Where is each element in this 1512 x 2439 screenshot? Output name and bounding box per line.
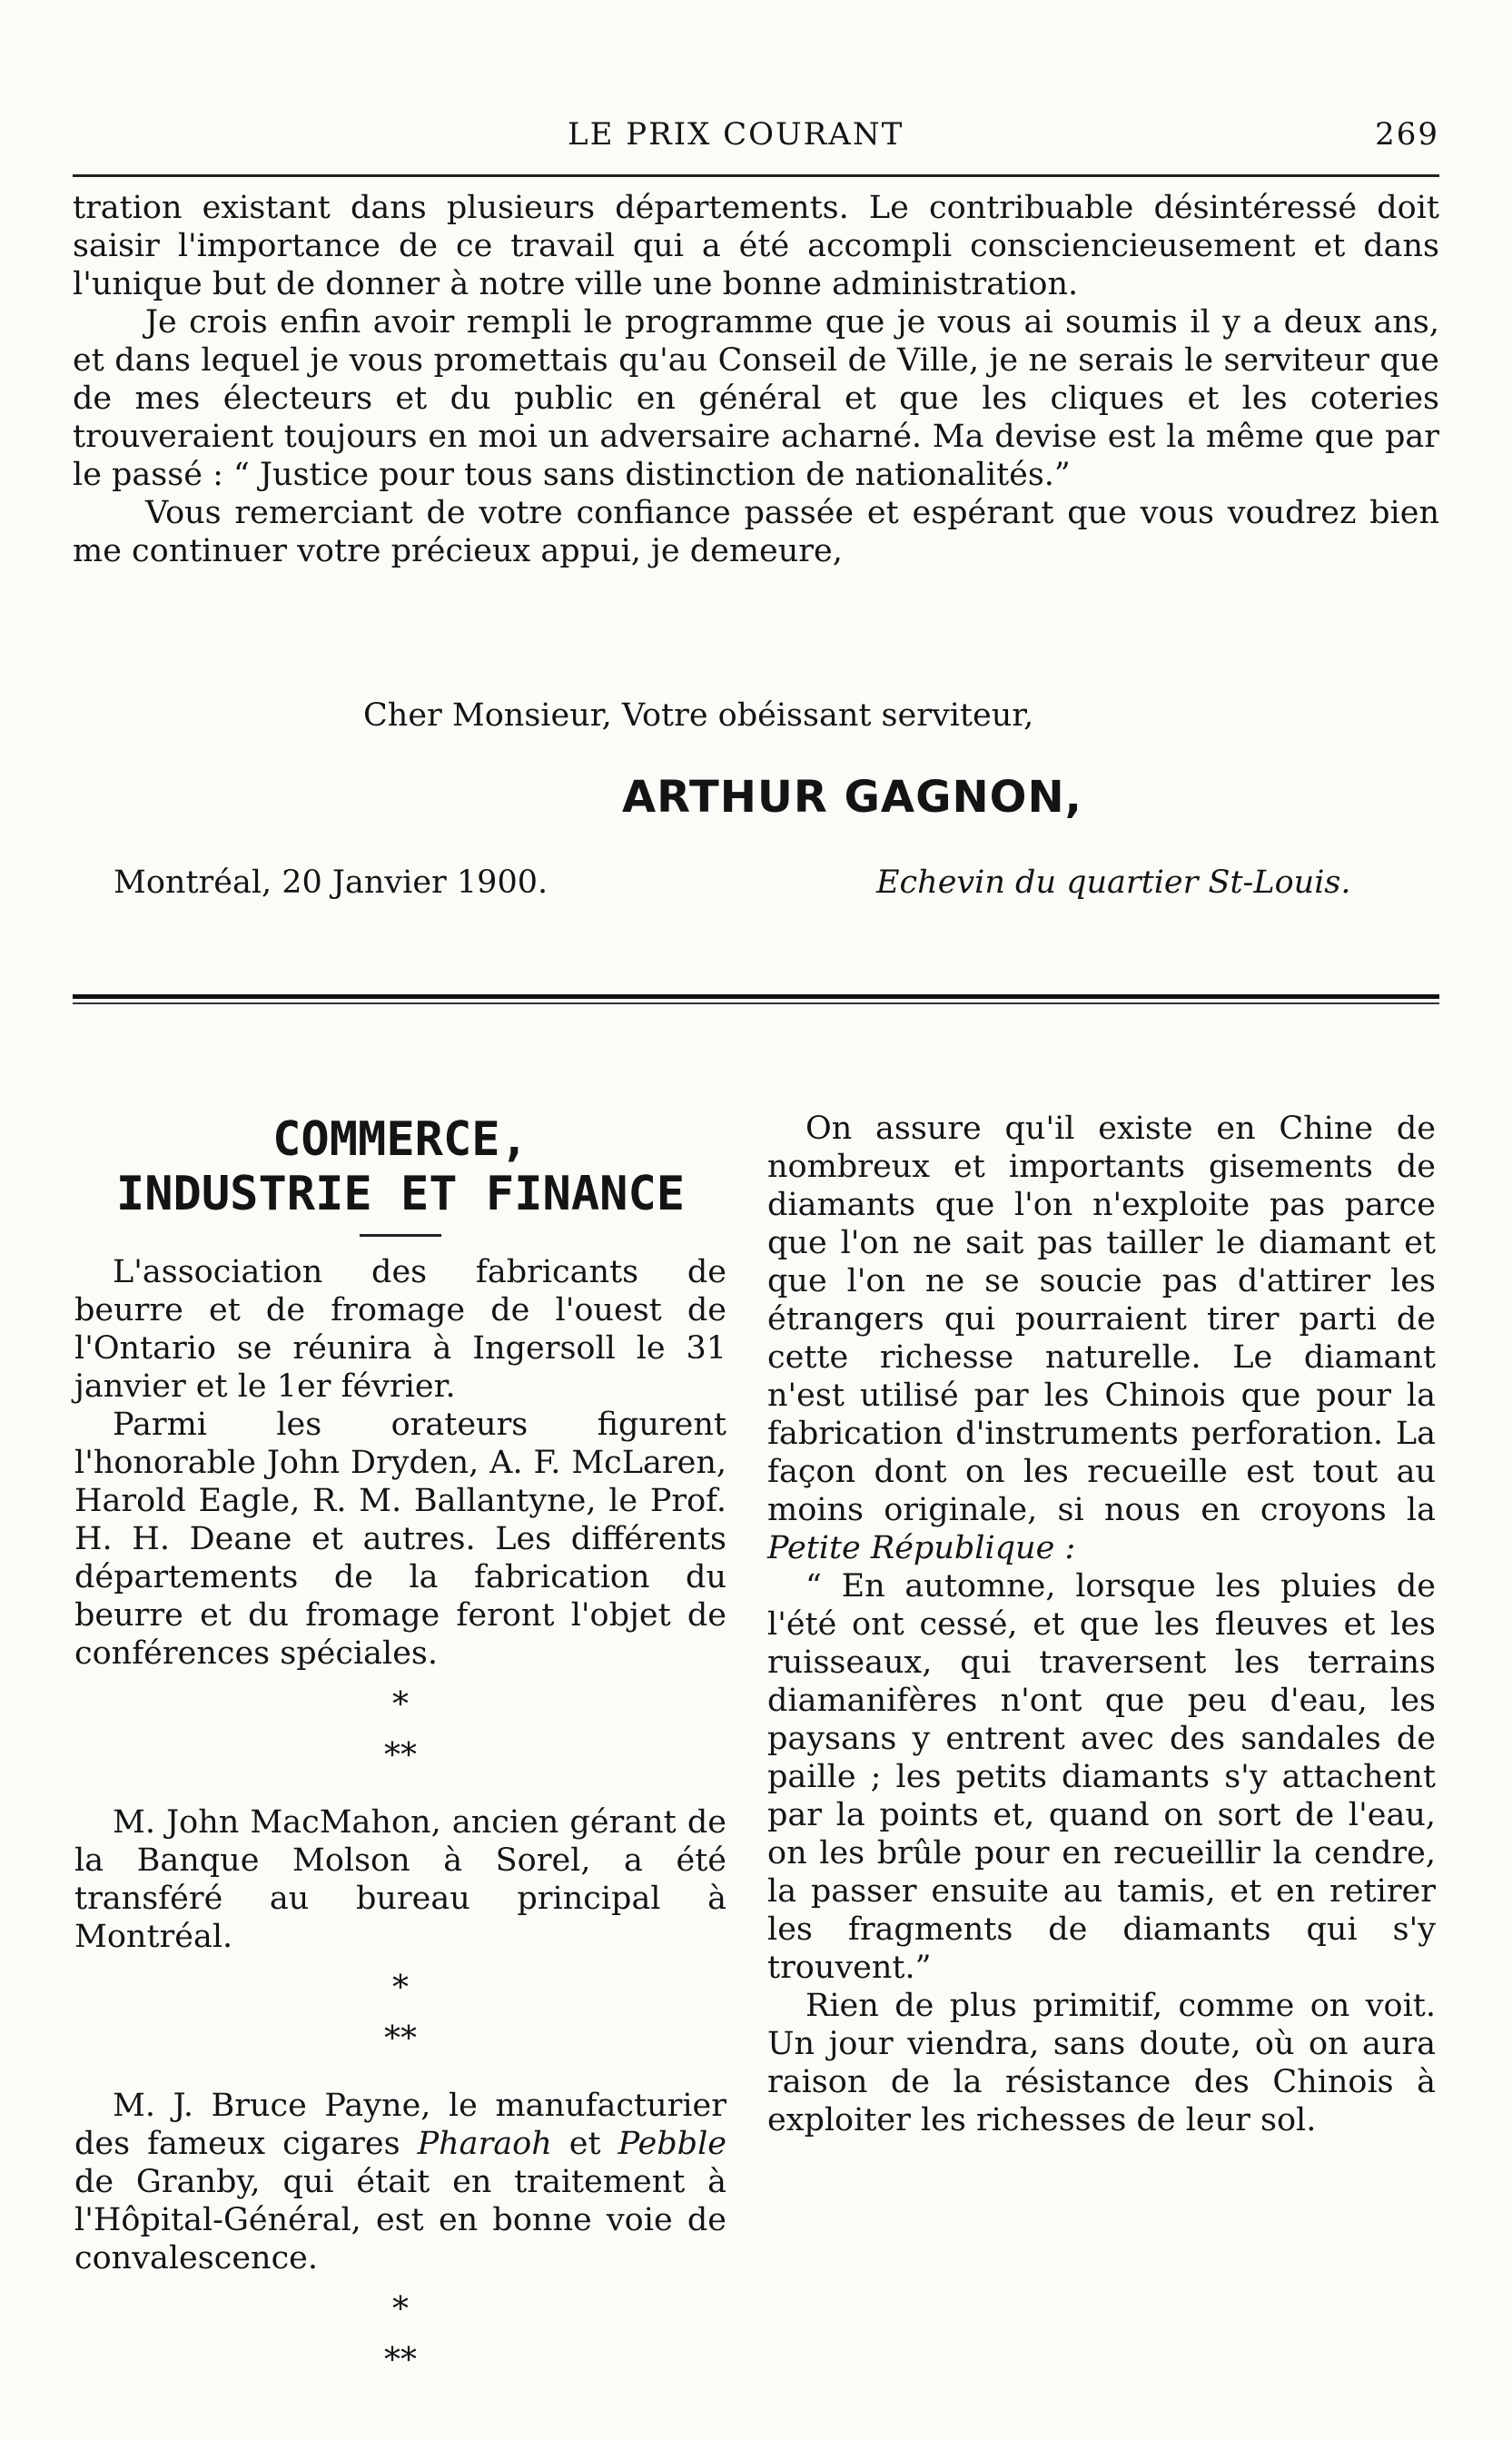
letter-paragraph: Vous remerciant de votre confiance passée et espérant que vous voudrez bien me continuer votre précieux appui, je demeure, [73,495,1439,569]
asterism-bottom: ** [384,2342,417,2379]
news-item: M. John MacMahon, ancien gérant de la Banque Molson à Sorel, a été transféré au bureau principal à Montréal. [74,1804,726,1955]
news-text: On assure qu'il existe en Chine de nombreux et importants gisements de diamants que l'on n'exploite pas parce que l'on ne sait pas tailler le diamant et que l'on ne se soucie pas d'attirer les étrangers qui pourraient tirer parti de cette richesse naturelle. Le diamant n'est utilisé par les Chinois que pour la fabrication d'instruments perforation. La façon dont on les recueille est tout au moins originale, si nous en croyons la [767,1111,1436,1528]
left-column [74,1112,726,2408]
page-number: 269 [1375,116,1439,153]
news-item: L'association des fabricants de beurre et de fromage de l'ouest de l'Ontario se réunira à Ingersoll le 31 janvier et le 1er février. [74,1254,726,1405]
news-item [767,1110,1436,1567]
news-text: M. J. Bruce Payne, le manufacturier des fameux cigares [74,2088,726,2162]
section-title-line: COMMERCE, [272,1112,529,1167]
section-title-line: INDUSTRIE ET FINANCE [115,1167,686,1221]
news-item: Parmi les orateurs figurent l'honorable John Dryden, A. F. McLaren, Harold Eagle, R. M. Ballantyne, le Prof. H. H. Deane et autres. Les différents départements de la fabrication du beurre et du fromage feront l'objet de conférences spéciales. [74,1407,726,1672]
brand-name: Pebble [618,2126,726,2162]
brand-name: Pharaoh [417,2126,552,2162]
source-name: Petite République : [767,1530,1076,1566]
header-rule [73,174,1439,177]
asterism [74,1970,726,2059]
news-text: de Granby, qui était en traitement à l'Hôpital-Général, est en bonne voie de convalescence. [74,2164,726,2276]
asterism [74,2291,726,2381]
place-date: Montréal, 20 Janvier 1900. [114,864,548,901]
letter-body [73,189,1439,570]
section-divider-thick [73,994,1439,999]
news-item [74,2087,726,2277]
running-head [73,107,1439,153]
asterism-top: * [392,1970,409,2007]
quote-paragraph: “ En automne, lorsque les pluies de l'été ont cessé, et que les fleuves et les ruisseaux, qui traversent les terrains diamanifères n'ont que peu d'eau, les paysans y entrent avec des sandales de paille ; les petits diamants s'y attachent par la points et, quand on sort de l'eau, on les brûle pour en recueillir la cendre, la passer ensuite au tamis, et en retirer les fragments de diamants qui s'y trouvent.” [767,1568,1436,1986]
right-column [767,1110,1436,2139]
section-title [74,1112,726,1221]
journal-title: LE PRIX COURANT [568,116,904,153]
news-item: Rien de plus primitif, comme on voit. Un jour viendra, sans doute, où on aura raison de la résistance des Chinois à exploiter les richesses de leur sol. [767,1988,1436,2138]
asterism-bottom: ** [384,1737,417,1774]
letter-paragraph: tration existant dans plusieurs départements. Le contribuable désintéressé doit saisir l'importance de ce travail qui a été accompli consciencieusement et dans l'unique but de donner à notre ville une bonne administration. [73,190,1439,302]
signature: ARTHUR GAGNON, [622,772,1082,823]
news-text: et [551,2126,618,2162]
asterism-top: * [392,2291,409,2328]
letter-paragraph: Je crois enfin avoir rempli le programme que je vous ai soumis il y a deux ans, et dans lequel je vous promettais qu'au Conseil de Ville, je ne serais le serviteur que de mes électeurs et du public en général et que les cliques et les coteries trouveraient toujours en moi un adversaire acharné. Ma devise est la même que par le passé : “ Justice pour tous sans distinction de nationalités.” [73,304,1439,493]
asterism-top: * [392,1686,409,1723]
asterism-bottom: ** [384,2020,417,2058]
signer-title: Echevin du quartier St-Louis. [876,864,1351,901]
title-rule [360,1234,441,1237]
section-divider-thin [73,1002,1439,1004]
asterism [74,1686,726,1776]
letter-closing: Cher Monsieur, Votre obéissant serviteur, [363,697,1034,734]
